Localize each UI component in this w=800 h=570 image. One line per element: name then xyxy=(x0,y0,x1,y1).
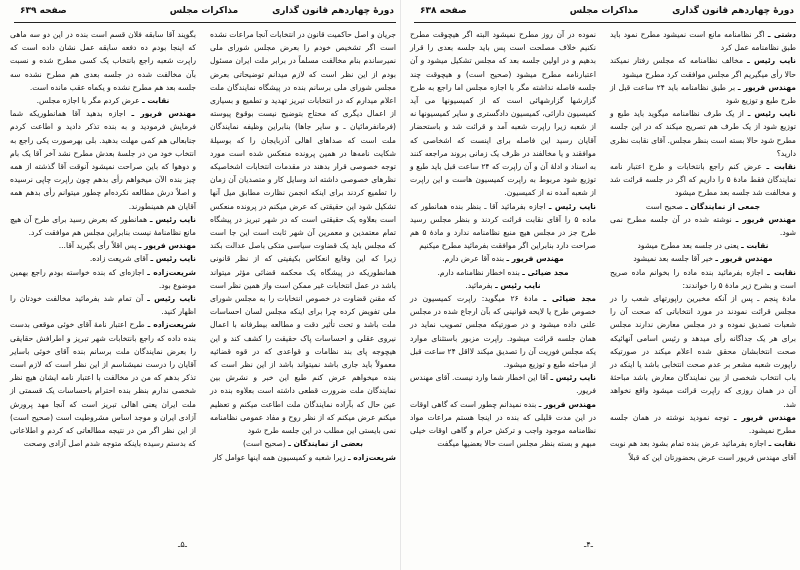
header-rule xyxy=(14,22,396,23)
paragraph: نایب رئیس ـ اجازه بفرمائید آقا ـ بنظر بنده همانطور که ماده ۵ را آقای نقابت قرائت کردند و بنظر مجلس رسید طرح جز در مجلس هیچ منبع نظامنامه ندارد و مادهٔ ۵ هم صراحت دارد بنابراین اگر موافقت بفرمائید مطرح میکنیم xyxy=(410,201,597,251)
paragraph: بگویند آقا سابقه فلان قسم است بنده در این دو سه ماهی که اینجا بودم ده دفعه سابقه عمل نشان داده است که راپرت شعبه راجع بانتخاب یک کسی مطرح شده و نسبت بآن مخالفت شده در جلسه بعدی هم مطرح نشده سه جلسه بعد هم مطرح نشده و یکماه عقب مانده است. xyxy=(10,30,196,92)
text-column-right xyxy=(610,28,796,464)
page-header xyxy=(408,6,800,20)
paragraph: جریان و اصل حاکمیت قانون در انتخابات آنجا مراعات نشده است اگر تشخیص خودم را بعرض مجلس شورای ملی نمیرساندم بنام مخالفت مسلماً در برابر ملت ایران مسئول بودم از این نظر است که لازم میدانم توضیحاتی بعرض مجلس شورای ملی برسانم بنده در پیشگاه نمایندگان ملت اعلام میدارم که در انتخابات تبریز تهدید و تطمیع و بسیاری از اعمال دیگری که محتاج بتوضیح نیست بوقوع پیوسته (فرمانفرمائیان ـ و سایر جاها) بنابراین وظیفه نمایندگان ملت است که صداهای اهالی آذربایجان را که بوسیلهٔ شکایت نامه‌ها در همین پرونده منعکس شده است مورد توجه خصوصی قرار بدهند در مقدمات انتخابات اشخاصیکه نظرهای خصوصی داشته اند وسایل کار و متصدیان آن زمان را تطمیع کردند برای اینکه انجمن نظارت مطابق میل آنها تشکیل شود این حقیقتی که عرض میکنم در پرونده منعکس است بعلاوه یک حقیقتی است که در شهر تبریز در پیشگاه تمام معتمدین و معمرین آن شهر ثابت است این جا است که مجلس باید یک قضاوت سیاسی متکی باصل عدالت بکند زیرا که این وقایع انعکاس بکیفیتی که از نظر قانونی همانطوریکه در پیشگاه یک محکمه قضائی مؤثر میتواند باشد در عمل انتخابات غیر ممکن است واز همین نظر است که مقنن قضاوت در خصوص انتخابات را به مجلس شورای ملی تفویض کرده چرا برای اینکه مجلس لسان احساسات ملت باشد و تحت تأثیر دقت و مطالعه بیطرفانه با اعمال نیروی عقلی و احساسات پاک حقیقت را کشف کند و این هیچوجه پای بند نظامات و قواعدی که در قوه قضائیه معمولاً باید جاری باشد نمیتواند باشد از این نظر است که بنده میخواهم عرض کنم طبع این خبر و نشرش بین نمایندگان ملت ضرورت قطعی داشته است بعلاوه بنده در عین حال که بآراده نمایندگان ملت اطاعت میکنم و تعظیم میکنم عرض میکنم که از نظر روح و مفاد عمومی نظامنامه نمی بایستی این مطلب در این جلسه طرح شود xyxy=(210,30,396,436)
paragraph: نموده در آن روز مطرح نمیشود البته اگر هیچوقت مطرح نکنیم خلاف مصلحت است پس باید جلسه بعدی را قرار بدهیم و در اولین جلسه بعد که مجلس تشکیل میشود و آن اعتبارنامه مطرح میشود (صحیح است) و هیچوقت چند جلسه فاصله نداشته مگر با اجازه مجلس اما راجع به طرح گزارشها گزارشهائی است که از کمیسیونها می آید کمیسیون دارائی، کمیسیون دادگستری و سایر کمیسیونها نه از شعبه زیرا راپرت شعبه آمد و قرائت شد و باستحضار آقایان رسید این فاصله برای اینست که اشخاصی که موافقند و یا مخالفند در ظرف یک زمانی بروند مراجعه کنند به اسناد و ادلهٔ آن و آن راپرت که ۲۴ ساعت قبل باید طبع و توزیع شود مربوط به راپرت کمیسیون هاست و این راپرت از شعبه آمده نه از کمیسیون. xyxy=(410,30,596,198)
paragraph: دشتی ـ اگر نظامنامه مانع است نمیشود مطرح نمود باید طبق نظامنامه عمل کرد xyxy=(610,30,797,53)
page-footer-number: ـ۵ـ xyxy=(178,540,187,549)
paragraph: نایب رئیس ـ از یک طرف نظامنامه میگوید باید طبع و توزیع شود از یک طرف هم تصریح میکند که در این جلسه مطرح شود حالا بسته است بنظر مجلس. آقای نقابت نظری دارید؟ xyxy=(609,109,796,158)
page-number-label: صفحه ۶۳۹ xyxy=(20,6,67,16)
paragraph: مهندس فریور ـ نوشته شده در آن جلسه مطرح نمی شود. xyxy=(610,214,796,238)
page-639 xyxy=(8,0,400,570)
page-footer-number: ـ۴ـ xyxy=(584,540,593,549)
page-638 xyxy=(408,0,800,570)
running-center-title: مذاکرات مجلس xyxy=(569,6,639,16)
running-title: دورهٔ چهاردهم قانون گذاری xyxy=(672,6,794,16)
paragraph: نقابت ـ اجازه بفرمائید بنده ماده را بخوانم ماده صریح است و بشرح زیر مادهٔ ۵ را خواندند: xyxy=(610,267,796,290)
paragraph: نایب رئیس ـ آقا این اخطار شما وارد نیست. آقای مهندس فریور. xyxy=(410,373,596,396)
paragraph: مجد ضیائی ـ مادهٔ ۲۶ میگوید: راپرت کمیسیون در خصوص طرح یا لایحه قوانینی که بآن ارجاع شده در مجلس علنی داده میشود و در صورتیکه مجلس تصویب نماید در همان جلسه قرائت میشود. راپرت مزبور باستثنای موارد یکه مجلس فوریت آن را تصدیق میکند لااقل ۲۴ ساعت قبل از مباحثه طبع و توزیع میشود. xyxy=(410,294,597,370)
paragraph: مهندس فریور ـ بنده آقا عرض دارم. xyxy=(442,254,564,264)
paragraph: جمعی از نمایندگان ـ صحیح است xyxy=(645,201,761,211)
book-gutter xyxy=(400,0,401,570)
paragraph: مهندس فریور ـ اجازه بدهید آقا همانطوریکه شما فرمایش فرمودید و به بنده تذکر دادید و اطاعت کردم جنابعالی هم کمی مهلت بدهید. بلی بهرصورت یکی راجع به انتخاب خود من در جلسهٔ بعدش مطرح نشد آخر آقا یک بام و دوهوا که باین صراحت نمیشود آنوقت آقا گذشته از همه چیز بنده الآن میخواهم رأی بدهم چون راپرت چاپی نرسیده و اصلاً درش مطالعه نکرده‌ام چطور میتوانم رأی بدهم همه آقایان هم همینطورند. xyxy=(10,109,196,211)
running-center-title: مذاکرات مجلس xyxy=(169,6,239,16)
header-rule xyxy=(414,22,796,23)
paragraph: نقابت ـ یعنی در جلسه بعد مطرح میشود xyxy=(637,241,769,251)
paragraph: مهندس فریور ـ بر طبق نظامنامه باید ۲۴ ساعت قبل از طرح طبع و توزیع شود xyxy=(610,82,796,106)
paragraph: شریعت‌زاده ـ اجازه‌ای که بنده خواسته بودم راجع بهمین موضوع بود. xyxy=(10,267,196,290)
paragraph: نقابت ـ عرض کردم مگر با اجازه مجلس. xyxy=(36,96,170,106)
paragraph: نایب رئیس ـ همانطور که بعرض رسید برای طرح آن هیچ مانع نظامنامهٔ نیست بنابراین مجلس هم موافقت کرد. xyxy=(10,214,196,238)
page-header xyxy=(8,6,400,20)
paragraph: نایب رئیس ـ مخالف نظامنامه که مجلس رفتار نمیکند حالا رأی میگیریم اگر مجلس موافقت کرد مطرح میشود xyxy=(610,56,796,79)
paragraph: مهندس فریور ـ توجه نمودید نوشته در همان جلسه مطرح نمیشود. xyxy=(610,412,796,436)
paragraph: بعضی از نمایندگان ـ (صحیح است) xyxy=(243,439,363,449)
paragraph: نقابت ـ عرض کنم راجع بانتخابات و طرح اعتبار نامه نمایندگان فقط مادهٔ ۵ را داریم که اگر در جلسه قرائت شد و مخالفت شد جلسه بعد مطرح میشود xyxy=(610,162,796,198)
running-title: دورهٔ چهاردهم قانون گذاری xyxy=(272,6,394,16)
paragraph: مهندس فریور ـ بنده نمیدانم چطور است که گاهی اوقات در این مدت قلیلی که بنده در اینجا هستم مراعات مواد نظامنامه موجود واجب و ترکش حرام و گاهی اوقات خیلی مبهم و بسته بنظر مجلس است حالا بعضیها میگفت xyxy=(410,399,596,449)
paragraph: شریعت‌زاده ـ زیرا شعبه و کمیسیون همه اینها عوامل کار xyxy=(212,452,396,462)
text-column-right xyxy=(210,28,396,464)
paragraph: نایب رئیس ـ آقای شریعت زاده. xyxy=(89,254,196,264)
paragraph: مهندس فریور ـ خیر آقا جلسه بعد نمیشود xyxy=(633,254,773,264)
page-number-label: صفحه ۶۳۸ xyxy=(420,6,467,16)
paragraph: نایب رئیس ـ آن تمام شد بفرمائید مخالفت خودتان را اظهار کنید. xyxy=(10,294,196,317)
paragraph: مجد ضیائی ـ بنده اخطار نظامنامه دارم. xyxy=(437,267,569,277)
paragraph: مادهٔ پنجم ـ پس از آنکه مخبرین راپورتهای شعب را در مجلس قرائت نمودند در مورد انتخاباتی که صحت آن را شعبات تصدیق نموده و در مجلس معارض ندارند مجلس برای هر یک جداگانه رأی میدهد و رئیس اسامی آنهائیکه صحت انتخابشان محقق شده اعلام میکند در صورتیکه راپورت شعبه مشعر بر عدم صحت انتخابی باشد یا اینکه در باب انتخاب شخصی از بین نمایندگان معارض باشد مباحثهٔ آن در همان روزی که راپرت قرائت میشود واقع نخواهد شد. xyxy=(610,294,796,409)
text-column-left xyxy=(10,28,196,451)
paragraph: نایب رئیس ـ بفرمائید. xyxy=(465,280,541,290)
paragraph: مهندس فریور ـ پس اقلاً رأی بگیرید آقا... xyxy=(58,241,196,251)
text-column-left xyxy=(410,28,596,451)
paragraph: نقابت ـ اجازه بفرمائید عرض بنده تمام بشود بعد هم نوبت آقای مهندس فریور است عرض بحضورتان این که قبلاً xyxy=(610,439,796,462)
paragraph: شریعت‌زاده ـ طرح اعتبار نامهٔ آقای خوئی موقعی بدست بنده داده که راجع بانتخابات شهر تبریز و اطرافش حقایقی را بعرض نمایندگان ملت برسانم بنده آقای خوئی باسایر آقایان را درست نمیشناسم از این نظر است که لازم است تذکر بدهم که من در مخالفت با اعتبار نامه ایشان هیچ نظر شخصی ندارم بنظر بنده احترام باحساسات یک قسمتی از ملت ایران یعنی اهالی تبریز است که آنجا مهد پرورش آزادی ایران و موجد اساس مشروطیت است (صحیح است) از این نظر اگر من در نتیجه مطالعاتی که کردم و اطلاعاتی که بدستم رسیده باینکه متوجه شدم اصل آزادی وصحت xyxy=(10,320,196,449)
